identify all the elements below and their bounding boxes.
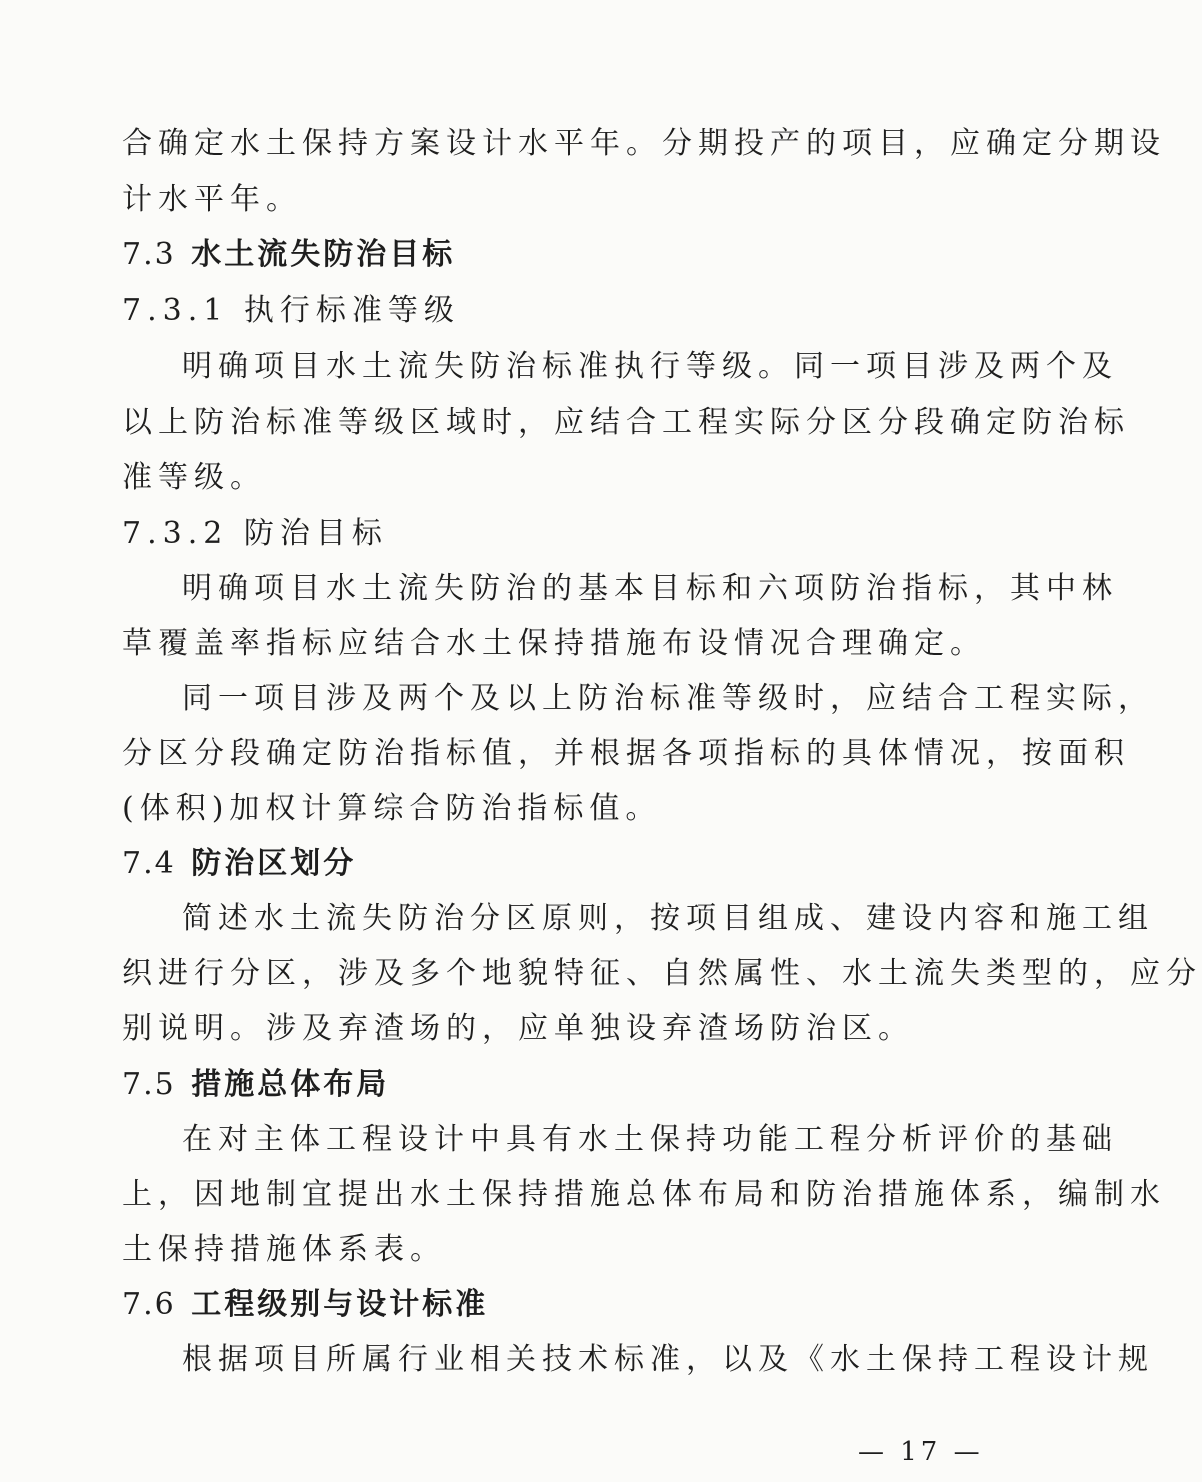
body-text-line: 分区分段确定防治指标值，并根据各项指标的具体情况，按面积 bbox=[122, 736, 1130, 771]
body-text-line: 根据项目所属行业相关技术标准，以及《水土保持工程设计规 bbox=[182, 1342, 1154, 1377]
subsection-heading-7-3-2: 7.3.2 防治目标 bbox=[122, 516, 388, 551]
body-text-line: (体积)加权计算综合防治指标值。 bbox=[122, 791, 662, 826]
body-text-line: 以上防治标准等级区域时，应结合工程实际分区分段确定防治标 bbox=[122, 405, 1130, 440]
subsection-heading-7-3-1: 7.3.1 执行标准等级 bbox=[122, 293, 460, 328]
body-text-line: 别说明。涉及弃渣场的，应单独设弃渣场防治区。 bbox=[122, 1011, 914, 1046]
body-text-line: 草覆盖率指标应结合水土保持措施布设情况合理确定。 bbox=[122, 626, 986, 661]
body-text-line: 准等级。 bbox=[122, 460, 266, 495]
section-title: 防治区划分 bbox=[191, 846, 357, 881]
section-heading-7-3 bbox=[122, 235, 992, 275]
body-text-line: 明确项目水土流失防治的基本目标和六项防治指标，其中林 bbox=[182, 571, 1118, 606]
section-title: 措施总体布局 bbox=[191, 1067, 390, 1102]
body-text-line: 在对主体工程设计中具有水土保持功能工程分析评价的基础 bbox=[182, 1122, 1118, 1157]
section-heading-7-4 bbox=[122, 844, 992, 884]
page-number: — 17 — bbox=[858, 1437, 984, 1467]
section-number: 7.3 bbox=[122, 237, 176, 272]
section-title: 水土流失防治目标 bbox=[191, 237, 456, 272]
body-text-line: 简述水土流失防治分区原则，按项目组成、建设内容和施工组 bbox=[182, 901, 1154, 936]
body-text-line: 土保持措施体系表。 bbox=[122, 1232, 446, 1267]
section-number: 7.6 bbox=[122, 1287, 176, 1322]
body-text-line: 计水平年。 bbox=[122, 182, 302, 217]
section-title: 工程级别与设计标准 bbox=[191, 1287, 489, 1322]
body-text-line: 同一项目涉及两个及以上防治标准等级时，应结合工程实际， bbox=[182, 681, 1154, 716]
body-text-line: 上，因地制宜提出水土保持措施总体布局和防治措施体系，编制水 bbox=[122, 1177, 1166, 1212]
section-number: 7.4 bbox=[122, 846, 176, 881]
section-heading-7-5 bbox=[122, 1065, 992, 1105]
body-text-line: 织进行分区，涉及多个地貌特征、自然属性、水土流失类型的，应分 bbox=[122, 956, 1202, 991]
body-text-line: 明确项目水土流失防治标准执行等级。同一项目涉及两个及 bbox=[182, 349, 1118, 384]
section-heading-7-6 bbox=[122, 1285, 992, 1325]
section-number: 7.5 bbox=[122, 1067, 176, 1102]
body-text-line: 合确定水土保持方案设计水平年。分期投产的项目，应确定分期设 bbox=[122, 126, 1166, 161]
